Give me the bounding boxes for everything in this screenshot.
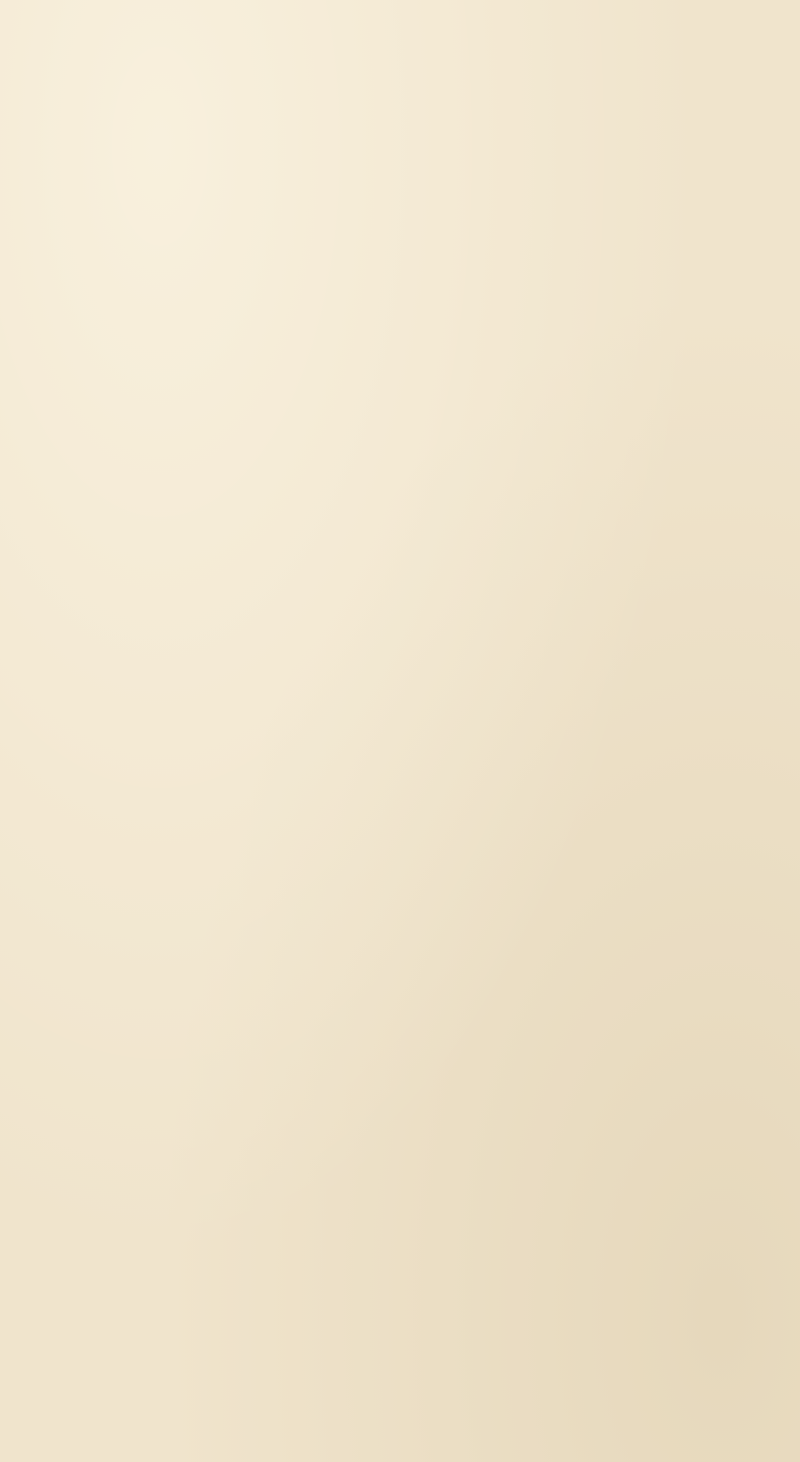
running-head [100, 70, 740, 114]
